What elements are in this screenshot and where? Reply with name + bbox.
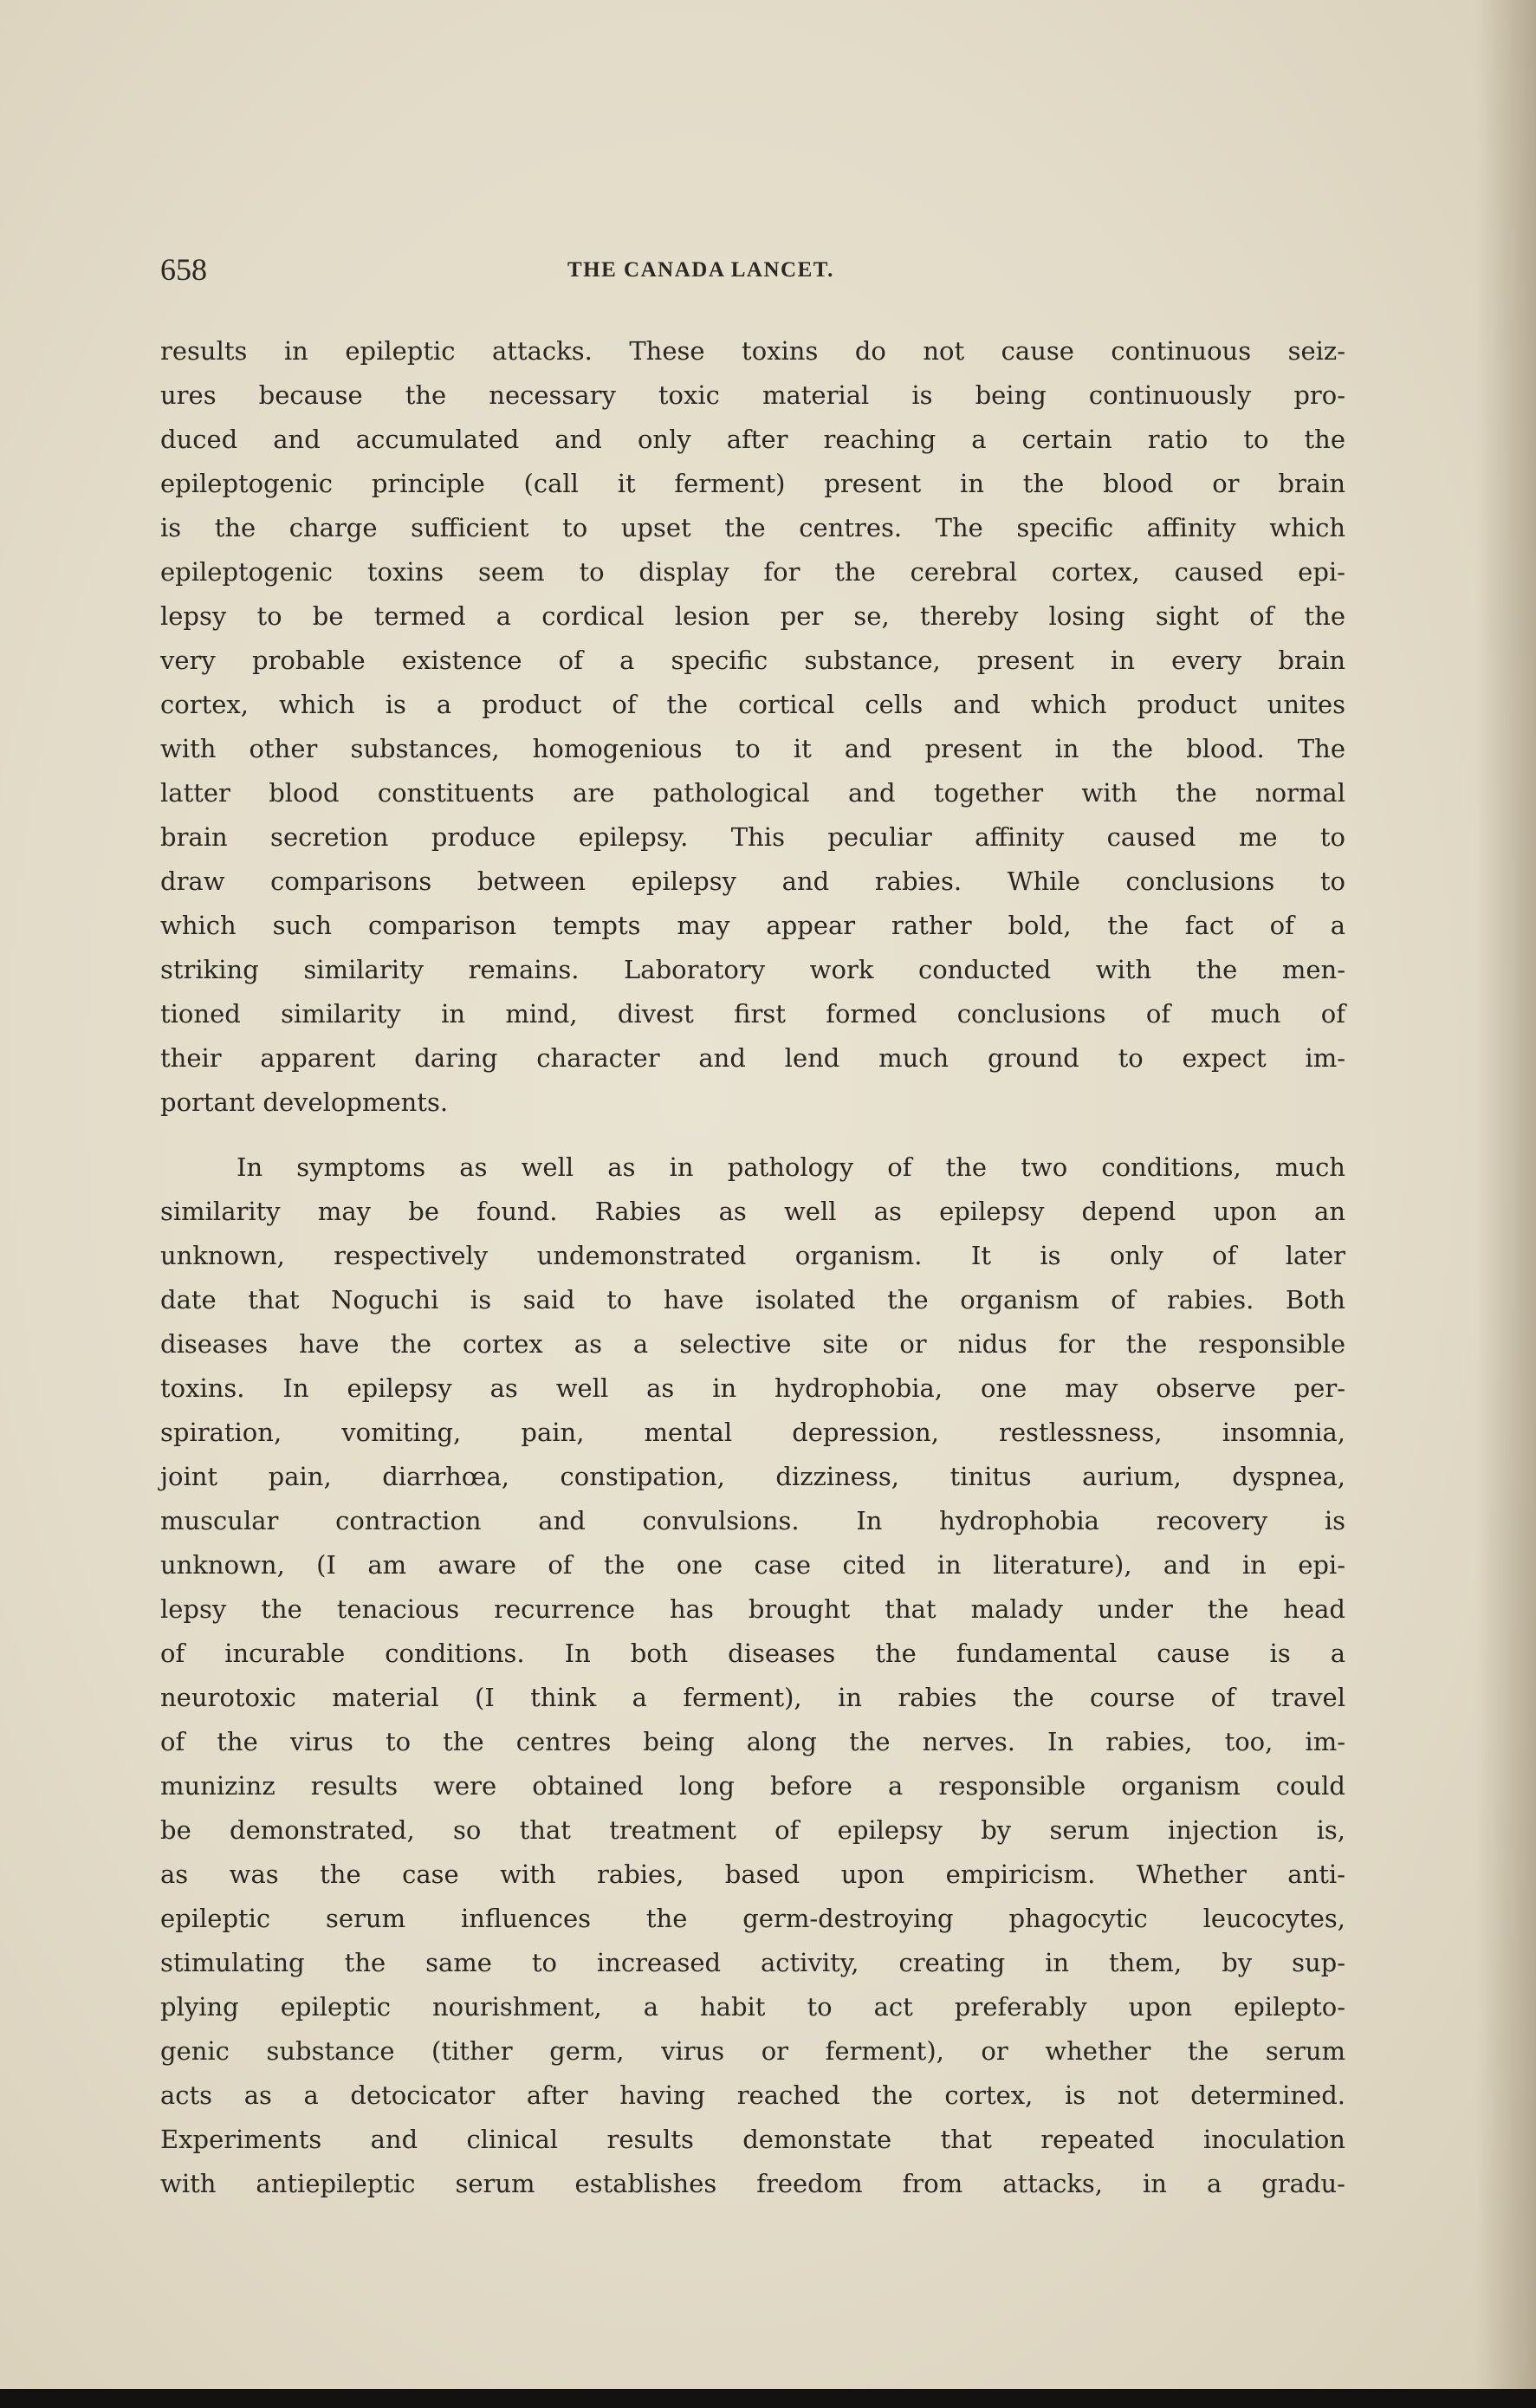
text-line: date that Noguchi is said to have isolated the organism of rabies. Both xyxy=(160,1285,1345,1314)
text-line: spiration, vomiting, pain, mental depression, restlessness, insomnia, xyxy=(160,1418,1345,1447)
text-line: diseases have the cortex as a selective site or nidus for the responsible xyxy=(160,1329,1345,1359)
text-line: be demonstrated, so that treatment of epilepsy by serum injection is, xyxy=(160,1815,1345,1845)
paragraph-2 xyxy=(160,1146,1345,2206)
text-line: epileptic serum influences the germ-destroying phagocytic leucocytes, xyxy=(160,1904,1345,1933)
text-line: with antiepileptic serum establishes freedom from attacks, in a gradu- xyxy=(160,2169,1345,2198)
text-line: is the charge sufficient to upset the centres. The specific affinity which xyxy=(160,513,1345,542)
text-line: striking similarity remains. Laboratory work conducted with the men- xyxy=(160,955,1345,984)
text-line: of incurable conditions. In both diseases the fundamental cause is a xyxy=(160,1639,1345,1668)
text-line: portant developments. xyxy=(160,1087,449,1117)
paragraph-gap xyxy=(160,1125,1345,1146)
text-line: lepsy the tenacious recurrence has brought that malady under the head xyxy=(160,1594,1345,1624)
text-line: epileptogenic principle (call it ferment) present in the blood or brain xyxy=(160,469,1345,498)
text-line: results in epileptic attacks. These toxins do not cause continuous seiz- xyxy=(160,336,1345,366)
text-line: similarity may be found. Rabies as well as epilepsy depend upon an xyxy=(160,1197,1345,1226)
text-line: which such comparison tempts may appear rather bold, the fact of a xyxy=(160,911,1345,940)
text-line: In symptoms as well as in pathology of the two conditions, much xyxy=(237,1152,1345,1182)
text-line: draw comparisons between epilepsy and rabies. While conclusions to xyxy=(160,866,1345,896)
text-line: latter blood constituents are pathological and together with the normal xyxy=(160,778,1345,808)
text-line: munizinz results were obtained long before a responsible organism could xyxy=(160,1771,1345,1801)
text-line: joint pain, diarrhœa, constipation, dizziness, tinitus aurium, dyspnea, xyxy=(160,1462,1345,1491)
page-header xyxy=(160,251,1356,303)
paragraph-1 xyxy=(160,329,1345,1125)
text-line: muscular contraction and convulsions. In hydrophobia recovery is xyxy=(160,1506,1345,1535)
page-number: 658 xyxy=(160,252,207,287)
text-line: tioned similarity in mind, divest first formed conclusions of much of xyxy=(160,999,1345,1029)
page-gutter-shadow xyxy=(1475,0,1536,2408)
text-line: duced and accumulated and only after reaching a certain ratio to the xyxy=(160,425,1345,454)
text-line: epileptogenic toxins seem to display for the cerebral cortex, caused epi- xyxy=(160,557,1345,587)
text-line: as was the case with rabies, based upon empiricism. Whether anti- xyxy=(160,1860,1345,1889)
scan-bottom-edge xyxy=(0,2389,1536,2408)
text-line: unknown, (I am aware of the one case cited in literature), and in epi- xyxy=(160,1550,1345,1580)
text-line: unknown, respectively undemonstrated organism. It is only of later xyxy=(160,1241,1345,1270)
text-line: stimulating the same to increased activity, creating in them, by sup- xyxy=(160,1948,1345,1977)
body-text xyxy=(160,329,1345,2206)
text-line: toxins. In epilepsy as well as in hydrophobia, one may observe per- xyxy=(160,1373,1345,1403)
text-line: plying epileptic nourishment, a habit to act preferably upon epilepto- xyxy=(160,1992,1345,2022)
text-line: of the virus to the centres being along the nerves. In rabies, too, im- xyxy=(160,1727,1345,1756)
text-line: acts as a detocicator after having reached the cortex, is not determined. xyxy=(160,2080,1345,2110)
text-line: Experiments and clinical results demonstate that repeated inoculation xyxy=(160,2125,1345,2154)
text-line: with other substances, homogenious to it and present in the blood. The xyxy=(160,734,1345,763)
text-line: ures because the necessary toxic material is being continuously pro- xyxy=(160,380,1345,410)
text-line: their apparent daring character and lend much ground to expect im- xyxy=(160,1043,1345,1073)
text-line: lepsy to be termed a cordical lesion per se, thereby losing sight of the xyxy=(160,601,1345,631)
text-line: neurotoxic material (I think a ferment), in rabies the course of travel xyxy=(160,1683,1345,1712)
running-head: THE CANADA LANCET. xyxy=(567,258,834,282)
text-line: brain secretion produce epilepsy. This peculiar affinity caused me to xyxy=(160,822,1345,852)
text-line: genic substance (tither germ, virus or ferment), or whether the serum xyxy=(160,2036,1345,2066)
text-line: cortex, which is a product of the cortical cells and which product unites xyxy=(160,690,1345,719)
text-line: very probable existence of a specific substance, present in every brain xyxy=(160,646,1345,675)
